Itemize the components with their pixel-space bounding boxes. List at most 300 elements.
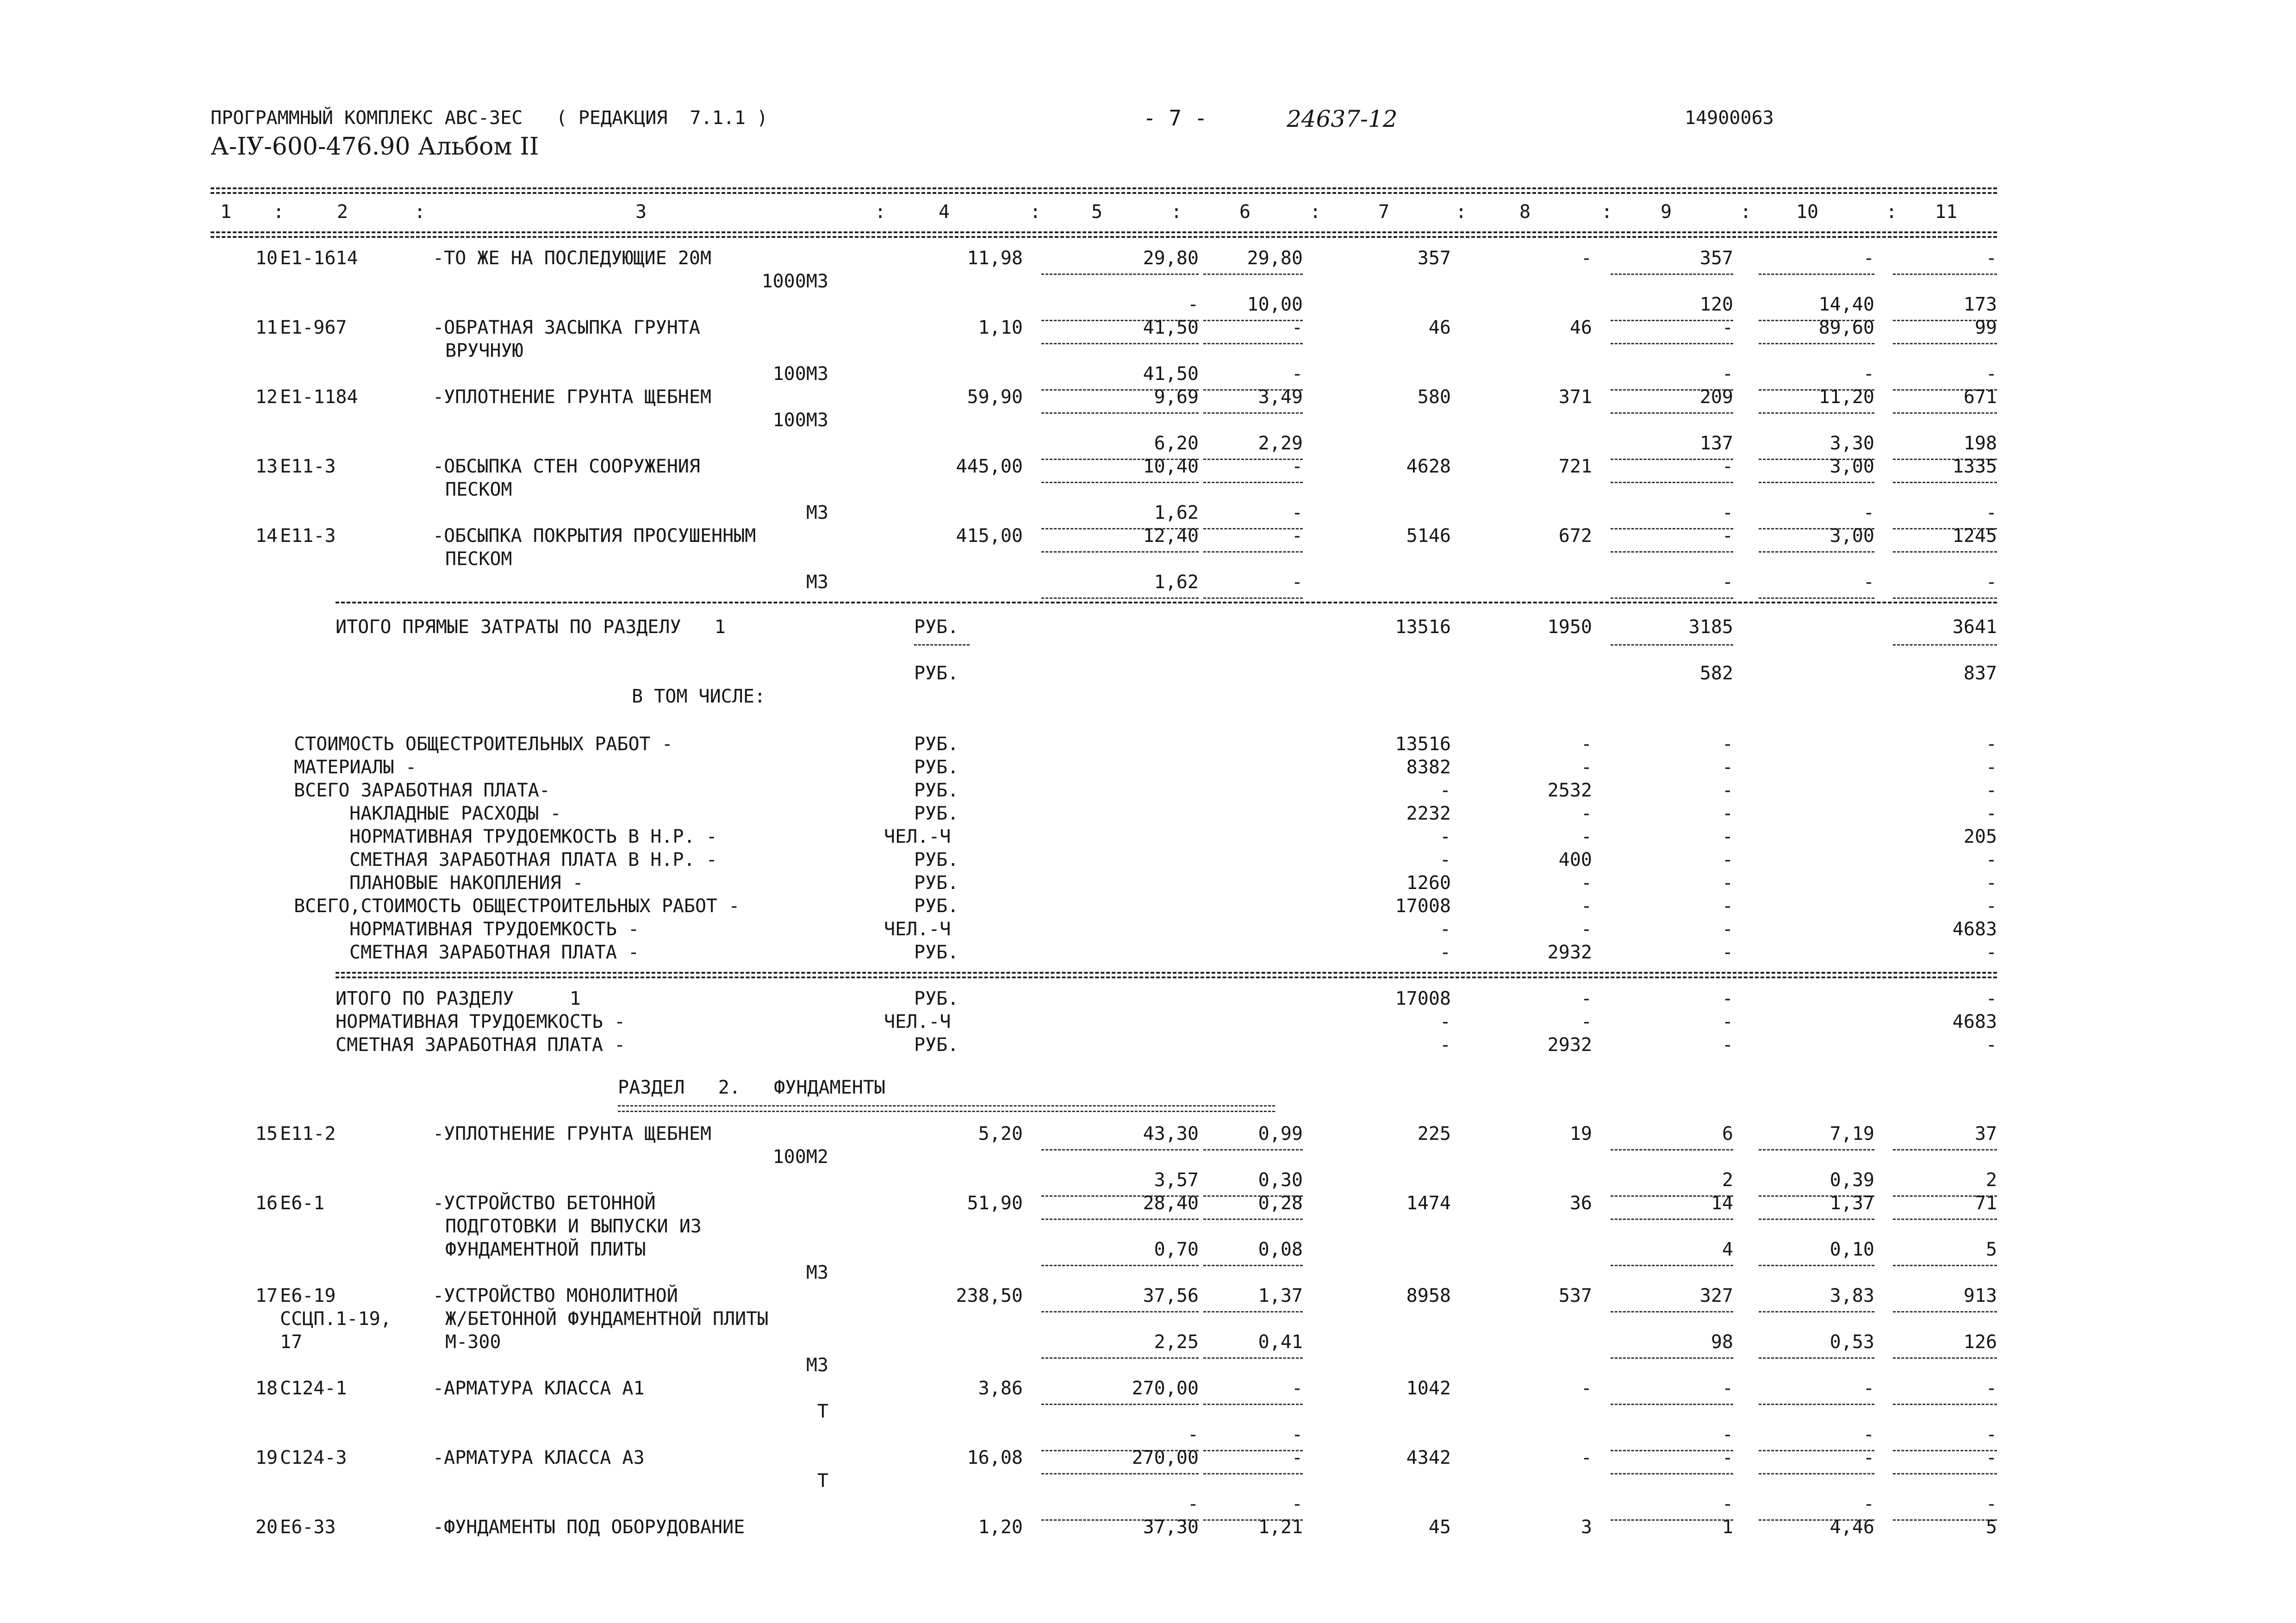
breakdown-label: НОРМАТИВНАЯ ТРУДОЕМКОСТЬ - bbox=[349, 919, 640, 940]
breakdown-c9: - bbox=[1722, 734, 1733, 755]
cell-divider bbox=[1203, 482, 1303, 483]
cell-s10: - bbox=[1863, 1493, 1874, 1515]
cell-s11: - bbox=[1985, 363, 1997, 385]
section-total-c8: 2932 bbox=[1547, 1034, 1592, 1056]
cell-divider bbox=[1041, 1404, 1199, 1405]
cell-c7: 8958 bbox=[1406, 1285, 1451, 1306]
cell-s6: - bbox=[1291, 502, 1303, 523]
row-number: 12 bbox=[255, 386, 278, 408]
cell-p2: 0,28 bbox=[1258, 1193, 1303, 1214]
row-number: 10 bbox=[255, 248, 278, 269]
unit-of-measure: 100М2 bbox=[772, 1146, 828, 1168]
cell-divider bbox=[1893, 551, 1997, 553]
resource-code: Е1-1614 bbox=[280, 248, 358, 269]
breakdown-c8: 400 bbox=[1558, 849, 1592, 871]
cell-divider bbox=[1893, 1404, 1997, 1405]
breakdown-c8: - bbox=[1580, 872, 1592, 894]
cell-divider bbox=[1759, 1404, 1874, 1405]
cell-qty: 238,50 bbox=[956, 1285, 1023, 1306]
cell-c10: 11,20 bbox=[1818, 386, 1874, 408]
cell-s10: - bbox=[1863, 1424, 1874, 1445]
cell-divider bbox=[1041, 597, 1199, 599]
cell-s11: - bbox=[1985, 1493, 1997, 1515]
cell-s9: - bbox=[1722, 363, 1733, 385]
cell-s9: 120 bbox=[1699, 294, 1733, 315]
cell-s5: - bbox=[1187, 1424, 1199, 1445]
resource-code: Е1-1184 bbox=[280, 386, 358, 408]
breakdown-label: НОРМАТИВНАЯ ТРУДОЕМКОСТЬ В Н.Р. - bbox=[349, 826, 717, 847]
cell-divider bbox=[1203, 1357, 1303, 1359]
cell-divider bbox=[1893, 412, 1997, 414]
cell-c11: 671 bbox=[1963, 386, 1997, 408]
cell-p2: 1,37 bbox=[1258, 1285, 1303, 1306]
resource-code-ref: 17 bbox=[280, 1331, 303, 1353]
cell-s5: 3,57 bbox=[1154, 1169, 1199, 1191]
cell-c11: 37 bbox=[1974, 1123, 1997, 1144]
unit-rub: РУБ. bbox=[914, 663, 959, 684]
document-code: 14900063 bbox=[1685, 107, 1774, 129]
cell-divider bbox=[1611, 482, 1733, 483]
table-header-rule bbox=[211, 231, 1997, 233]
cell-c10: 3,00 bbox=[1829, 456, 1874, 477]
table-top-rule-2 bbox=[211, 192, 1997, 194]
breakdown-c11: - bbox=[1985, 757, 1997, 778]
unit-of-measure: М3 bbox=[806, 572, 828, 593]
cell-c7: 45 bbox=[1428, 1517, 1451, 1538]
cell-divider bbox=[1041, 343, 1199, 344]
cell-p1: 9,69 bbox=[1154, 386, 1199, 408]
breakdown-c11: - bbox=[1985, 895, 1997, 917]
breakdown-c9: - bbox=[1722, 757, 1733, 778]
cell-c8: 537 bbox=[1558, 1285, 1592, 1306]
cell-divider bbox=[1893, 1311, 1997, 1312]
cell-s11: - bbox=[1985, 502, 1997, 523]
breakdown-c8: 2532 bbox=[1547, 780, 1592, 801]
cell-s9: 4 bbox=[1722, 1239, 1733, 1260]
cell-s10: 0,53 bbox=[1829, 1331, 1874, 1353]
breakdown-unit: ЧЕЛ.-Ч bbox=[884, 919, 951, 940]
cell-s9: - bbox=[1722, 502, 1733, 523]
cell-c11: - bbox=[1985, 1447, 1997, 1468]
cell-divider bbox=[1759, 551, 1874, 553]
work-description: -УСТРОЙСТВО МОНОЛИТНОЙ bbox=[433, 1285, 678, 1306]
cell-p1: 28,40 bbox=[1143, 1193, 1199, 1214]
cell-s5: 6,20 bbox=[1154, 433, 1199, 454]
cell-c7: 5146 bbox=[1406, 525, 1451, 547]
section-total-c11: - bbox=[1985, 1034, 1997, 1056]
row-number: 19 bbox=[255, 1447, 278, 1468]
cell-divider bbox=[1203, 1149, 1303, 1150]
cell-c8: 19 bbox=[1569, 1123, 1592, 1144]
cell-divider bbox=[1893, 1219, 1997, 1220]
breakdown-c8: - bbox=[1580, 803, 1592, 824]
direct-costs-label: ИТОГО ПРЯМЫЕ ЗАТРАТЫ ПО РАЗДЕЛУ 1 bbox=[336, 616, 726, 638]
unit-of-measure: Т bbox=[817, 1401, 828, 1422]
resource-code: Е6-33 bbox=[280, 1517, 336, 1538]
cell-s11: 2 bbox=[1985, 1169, 1997, 1191]
cell-qty: 445,00 bbox=[956, 456, 1023, 477]
cell-divider bbox=[1041, 482, 1199, 483]
cell-divider bbox=[1893, 644, 1997, 646]
section-total-label: СМЕТНАЯ ЗАРАБОТНАЯ ПЛАТА - bbox=[336, 1034, 626, 1056]
cell-divider bbox=[1759, 482, 1874, 483]
cell-divider bbox=[1041, 412, 1199, 414]
breakdown-unit: РУБ. bbox=[914, 757, 959, 778]
section-total-unit: РУБ. bbox=[914, 1034, 959, 1056]
cell-s5: 0,70 bbox=[1154, 1239, 1199, 1260]
cell-divider bbox=[1611, 274, 1733, 275]
cell-qty: 415,00 bbox=[956, 525, 1023, 547]
cell-divider bbox=[1893, 1265, 1997, 1266]
work-description: -ОБРАТНАЯ ЗАСЫПКА ГРУНТА bbox=[433, 317, 700, 338]
cell-s6: - bbox=[1291, 1493, 1303, 1515]
section-total-c7: - bbox=[1439, 1011, 1451, 1032]
breakdown-c8: - bbox=[1580, 895, 1592, 917]
cell-s6: 10,00 bbox=[1247, 294, 1303, 315]
cell-c11: 5 bbox=[1985, 1517, 1997, 1538]
cell-divider bbox=[1611, 551, 1733, 553]
cell-s9: 98 bbox=[1711, 1331, 1733, 1353]
section-rule bbox=[336, 602, 1997, 603]
cell-s5: - bbox=[1187, 294, 1199, 315]
cell-c8: - bbox=[1580, 248, 1592, 269]
cell-s6: 2,29 bbox=[1258, 433, 1303, 454]
section-rule bbox=[336, 972, 1997, 974]
cell-c9: 1 bbox=[1722, 1517, 1733, 1538]
section-total-unit: ЧЕЛ.-Ч bbox=[884, 1011, 951, 1032]
cell-divider bbox=[1759, 1311, 1874, 1312]
cell-divider bbox=[1759, 412, 1874, 414]
breakdown-label: ВСЕГО ЗАРАБОТНАЯ ПЛАТА- bbox=[294, 780, 550, 801]
cell-c7: 46 bbox=[1428, 317, 1451, 338]
cell-divider bbox=[1611, 1311, 1733, 1312]
column-number: 2 bbox=[336, 201, 348, 223]
cell-c9: - bbox=[1722, 1378, 1733, 1399]
cell-s5: 2,25 bbox=[1154, 1331, 1199, 1353]
cell-c9: - bbox=[1722, 456, 1733, 477]
breakdown-c8: - bbox=[1580, 826, 1592, 847]
program-title: ПРОГРАММНЫЙ КОМПЛЕКС АВС-3ЕС ( РЕДАКЦИЯ 7.1.1 ) bbox=[211, 107, 768, 129]
work-description: ВРУЧНУЮ bbox=[445, 340, 523, 361]
cell-divider bbox=[1759, 343, 1874, 344]
cell-divider bbox=[1041, 551, 1199, 553]
cell-p1: 43,30 bbox=[1143, 1123, 1199, 1144]
cell-divider bbox=[1759, 1265, 1874, 1266]
cell-c9: 357 bbox=[1699, 248, 1733, 269]
unit-of-measure: Т bbox=[817, 1470, 828, 1492]
breakdown-unit: РУБ. bbox=[914, 803, 959, 824]
section-total-c9: - bbox=[1722, 1034, 1733, 1056]
column-number: 7 bbox=[1378, 201, 1390, 223]
cell-divider bbox=[1759, 1473, 1874, 1474]
cell-divider bbox=[1611, 1265, 1733, 1266]
work-description: -УПЛОТНЕНИЕ ГРУНТА ЩЕБНЕМ bbox=[433, 386, 712, 408]
cell-divider bbox=[1611, 1219, 1733, 1220]
breakdown-c9: - bbox=[1722, 826, 1733, 847]
column-separator: : bbox=[273, 201, 285, 223]
including-label: В ТОМ ЧИСЛЕ: bbox=[632, 686, 765, 707]
page-number: - 7 - bbox=[1143, 106, 1207, 131]
breakdown-c7: 2232 bbox=[1406, 803, 1451, 824]
column-separator: : bbox=[1171, 201, 1182, 223]
row-number: 18 bbox=[255, 1378, 278, 1399]
section-total-c9: - bbox=[1722, 988, 1733, 1009]
cell-p2: - bbox=[1291, 1447, 1303, 1468]
cell-p1: 29,80 bbox=[1143, 248, 1199, 269]
work-description: ПЕСКОМ bbox=[445, 479, 512, 500]
cell-c10: 89,60 bbox=[1818, 317, 1874, 338]
direct2-c11: 837 bbox=[1963, 663, 1997, 684]
section-total-unit: РУБ. bbox=[914, 988, 959, 1009]
cell-c8: - bbox=[1580, 1447, 1592, 1468]
cell-s9: - bbox=[1722, 572, 1733, 593]
direct-c9: 3185 bbox=[1688, 616, 1733, 638]
cell-c7: 225 bbox=[1417, 1123, 1451, 1144]
section-total-c11: - bbox=[1985, 988, 1997, 1009]
cell-c9: - bbox=[1722, 317, 1733, 338]
column-separator: : bbox=[875, 201, 886, 223]
cell-s6: 0,41 bbox=[1258, 1331, 1303, 1353]
cell-s10: - bbox=[1863, 572, 1874, 593]
cell-divider bbox=[1611, 1473, 1733, 1474]
cell-divider bbox=[1203, 1311, 1303, 1312]
cell-c11: 71 bbox=[1974, 1193, 1997, 1214]
work-description: ПЕСКОМ bbox=[445, 548, 512, 570]
row-number: 11 bbox=[255, 317, 278, 338]
cell-c8: 371 bbox=[1558, 386, 1592, 408]
cell-p2: - bbox=[1291, 317, 1303, 338]
direct2-c9: 582 bbox=[1699, 663, 1733, 684]
breakdown-unit: РУБ. bbox=[914, 942, 959, 963]
breakdown-unit: РУБ. bbox=[914, 849, 959, 871]
cell-divider bbox=[1893, 1473, 1997, 1474]
row-number: 13 bbox=[255, 456, 278, 477]
column-separator: : bbox=[1886, 201, 1898, 223]
breakdown-c7: - bbox=[1439, 780, 1451, 801]
cell-divider bbox=[1203, 274, 1303, 275]
cell-divider bbox=[1041, 1149, 1199, 1150]
section-title-double-rule bbox=[618, 1105, 1275, 1112]
unit-of-measure: 100М3 bbox=[772, 410, 828, 431]
resource-code: Е11-3 bbox=[280, 456, 336, 477]
cell-qty: 16,08 bbox=[967, 1447, 1023, 1468]
cell-p2: 0,99 bbox=[1258, 1123, 1303, 1144]
breakdown-c11: 205 bbox=[1963, 826, 1997, 847]
cell-s9: - bbox=[1722, 1493, 1733, 1515]
unit-of-measure: М3 bbox=[806, 1355, 828, 1376]
breakdown-c11: - bbox=[1985, 942, 1997, 963]
cell-divider bbox=[1893, 1149, 1997, 1150]
cell-divider bbox=[1203, 551, 1303, 553]
cell-s11: - bbox=[1985, 1424, 1997, 1445]
cell-divider bbox=[1203, 343, 1303, 344]
table-top-rule bbox=[211, 187, 1997, 189]
cell-c7: 4628 bbox=[1406, 456, 1451, 477]
cell-divider bbox=[1041, 1473, 1199, 1474]
column-separator: : bbox=[1601, 201, 1613, 223]
cell-divider bbox=[1611, 1404, 1733, 1405]
column-number: 6 bbox=[1239, 201, 1251, 223]
cell-s10: - bbox=[1863, 502, 1874, 523]
cell-c7: 1474 bbox=[1406, 1193, 1451, 1214]
unit-of-measure: 1000М3 bbox=[761, 271, 828, 292]
table-header-rule-2 bbox=[211, 236, 1997, 238]
breakdown-c7: - bbox=[1439, 942, 1451, 963]
cell-s6: - bbox=[1291, 363, 1303, 385]
unit-rub: РУБ. bbox=[914, 616, 959, 638]
cell-qty: 5,20 bbox=[978, 1123, 1023, 1144]
work-description: -АРМАТУРА КЛАССА А1 bbox=[433, 1378, 645, 1399]
breakdown-unit: ЧЕЛ.-Ч bbox=[884, 826, 951, 847]
cell-divider bbox=[914, 644, 970, 646]
cell-qty: 59,90 bbox=[967, 386, 1023, 408]
column-number: 4 bbox=[938, 201, 950, 223]
cell-divider bbox=[1611, 644, 1733, 646]
cell-p1: 37,30 bbox=[1143, 1517, 1199, 1538]
cell-c10: 3,00 bbox=[1829, 525, 1874, 547]
cell-divider bbox=[1893, 597, 1997, 599]
breakdown-c9: - bbox=[1722, 872, 1733, 894]
cell-s6: - bbox=[1291, 572, 1303, 593]
work-description: -ТО ЖЕ НА ПОСЛЕДУЮЩИЕ 20М bbox=[433, 248, 712, 269]
work-description: -УСТРОЙСТВО БЕТОННОЙ bbox=[433, 1193, 656, 1214]
cell-divider bbox=[1611, 412, 1733, 414]
cell-p1: 270,00 bbox=[1132, 1447, 1199, 1468]
row-number: 15 bbox=[255, 1123, 278, 1144]
cell-s9: - bbox=[1722, 1424, 1733, 1445]
cell-qty: 11,98 bbox=[967, 248, 1023, 269]
handwritten-number: 24637-12 bbox=[1287, 106, 1398, 132]
cell-c7: 1042 bbox=[1406, 1378, 1451, 1399]
cell-c11: 1335 bbox=[1952, 456, 1997, 477]
cell-s11: 5 bbox=[1985, 1239, 1997, 1260]
cell-c8: 672 bbox=[1558, 525, 1592, 547]
section-total-label: ИТОГО ПО РАЗДЕЛУ 1 bbox=[336, 988, 581, 1009]
section-total-c8: - bbox=[1580, 1011, 1592, 1032]
cell-c10: - bbox=[1863, 1378, 1874, 1399]
cell-s10: 0,39 bbox=[1829, 1169, 1874, 1191]
resource-code: Е11-2 bbox=[280, 1123, 336, 1144]
cell-p2: 1,21 bbox=[1258, 1517, 1303, 1538]
resource-code: С124-3 bbox=[280, 1447, 347, 1468]
breakdown-c7: - bbox=[1439, 919, 1451, 940]
column-number: 1 bbox=[220, 201, 232, 223]
breakdown-c7: - bbox=[1439, 826, 1451, 847]
resource-code: Е6-1 bbox=[280, 1193, 325, 1214]
breakdown-c9: - bbox=[1722, 849, 1733, 871]
column-number: 3 bbox=[635, 201, 647, 223]
breakdown-c8: - bbox=[1580, 919, 1592, 940]
work-description: -ОБСЫПКА СТЕН СООРУЖЕНИЯ bbox=[433, 456, 700, 477]
cell-c10: 4,46 bbox=[1829, 1517, 1874, 1538]
unit-of-measure: М3 bbox=[806, 1262, 828, 1283]
direct-c11: 3641 bbox=[1952, 616, 1997, 638]
breakdown-c11: - bbox=[1985, 734, 1997, 755]
breakdown-c8: 2932 bbox=[1547, 942, 1592, 963]
cell-divider bbox=[1203, 412, 1303, 414]
direct-c8: 1950 bbox=[1547, 616, 1592, 638]
cell-qty: 51,90 bbox=[967, 1193, 1023, 1214]
cell-c7: 4342 bbox=[1406, 1447, 1451, 1468]
breakdown-c9: - bbox=[1722, 803, 1733, 824]
breakdown-c7: 1260 bbox=[1406, 872, 1451, 894]
cell-c8: 46 bbox=[1569, 317, 1592, 338]
cell-divider bbox=[1041, 1219, 1199, 1220]
cell-divider bbox=[1611, 343, 1733, 344]
column-separator: : bbox=[1030, 201, 1041, 223]
breakdown-c9: - bbox=[1722, 780, 1733, 801]
cell-c9: 14 bbox=[1711, 1193, 1733, 1214]
cell-c10: - bbox=[1863, 248, 1874, 269]
cell-divider bbox=[1893, 482, 1997, 483]
work-description: М-300 bbox=[445, 1331, 501, 1353]
column-separator: : bbox=[1740, 201, 1752, 223]
column-separator: : bbox=[414, 201, 426, 223]
cell-divider bbox=[1041, 1311, 1199, 1312]
breakdown-unit: РУБ. bbox=[914, 872, 959, 894]
column-number: 5 bbox=[1091, 201, 1103, 223]
breakdown-c11: - bbox=[1985, 849, 1997, 871]
breakdown-c7: 17008 bbox=[1395, 895, 1451, 917]
section-total-c9: - bbox=[1722, 1011, 1733, 1032]
cell-c7: 580 bbox=[1417, 386, 1451, 408]
cell-s9: 137 bbox=[1699, 433, 1733, 454]
cell-p2: - bbox=[1291, 525, 1303, 547]
breakdown-c11: 4683 bbox=[1952, 919, 1997, 940]
work-description: -ОБСЫПКА ПОКРЫТИЯ ПРОСУШЕННЫМ bbox=[433, 525, 756, 547]
cell-s6: 0,30 bbox=[1258, 1169, 1303, 1191]
work-description: ФУНДАМЕНТНОЙ ПЛИТЫ bbox=[445, 1239, 646, 1260]
breakdown-unit: РУБ. bbox=[914, 780, 959, 801]
cell-s5: 1,62 bbox=[1154, 502, 1199, 523]
cell-divider bbox=[1041, 274, 1199, 275]
cell-divider bbox=[1893, 343, 1997, 344]
cell-p2: 3,49 bbox=[1258, 386, 1303, 408]
row-number: 20 bbox=[255, 1517, 278, 1538]
cell-c10: 1,37 bbox=[1829, 1193, 1874, 1214]
cell-s6: 0,08 bbox=[1258, 1239, 1303, 1260]
cell-divider bbox=[1611, 597, 1733, 599]
cell-c9: 209 bbox=[1699, 386, 1733, 408]
work-description: -ФУНДАМЕНТЫ ПОД ОБОРУДОВАНИЕ bbox=[433, 1517, 745, 1538]
cell-divider bbox=[1611, 1149, 1733, 1150]
cell-divider bbox=[1203, 1473, 1303, 1474]
cell-c8: - bbox=[1580, 1378, 1592, 1399]
cell-c10: 3,83 bbox=[1829, 1285, 1874, 1306]
cell-c11: - bbox=[1985, 248, 1997, 269]
cell-c11: 99 bbox=[1974, 317, 1997, 338]
section-total-c7: 17008 bbox=[1395, 988, 1451, 1009]
breakdown-unit: РУБ. bbox=[914, 895, 959, 917]
cell-c8: 721 bbox=[1558, 456, 1592, 477]
cell-p2: - bbox=[1291, 1378, 1303, 1399]
row-number: 16 bbox=[255, 1193, 278, 1214]
cell-c7: 357 bbox=[1417, 248, 1451, 269]
cell-c11: 1245 bbox=[1952, 525, 1997, 547]
unit-of-measure: 100М3 bbox=[772, 363, 828, 385]
resource-code: Е6-19 bbox=[280, 1285, 336, 1306]
album-title: А-IУ-600-476.90 Альбом II bbox=[211, 133, 539, 161]
breakdown-label: МАТЕРИАЛЫ - bbox=[294, 757, 417, 778]
cell-p1: 12,40 bbox=[1143, 525, 1199, 547]
breakdown-label: НАКЛАДНЫЕ РАСХОДЫ - bbox=[349, 803, 561, 824]
cell-divider bbox=[1611, 1357, 1733, 1359]
cell-divider bbox=[1041, 1357, 1199, 1359]
cell-s10: 3,30 bbox=[1829, 433, 1874, 454]
work-description: ПОДГОТОВКИ И ВЫПУСКИ ИЗ bbox=[445, 1216, 702, 1237]
breakdown-c7: - bbox=[1439, 849, 1451, 871]
cell-divider bbox=[1759, 597, 1874, 599]
